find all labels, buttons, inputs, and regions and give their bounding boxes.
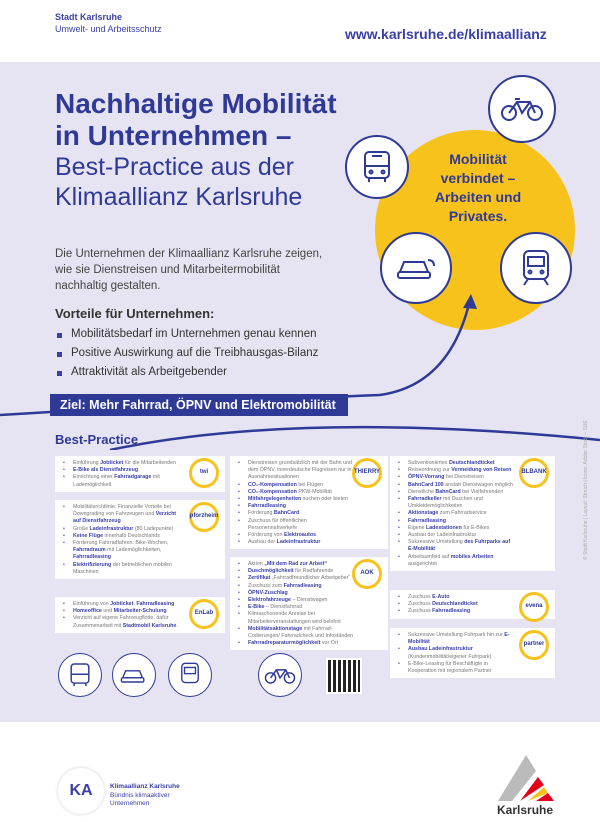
electric-car-icon (112, 653, 156, 697)
card-text: innerhalb Deutschlands (103, 532, 160, 539)
card-text: Sukzessive Umstellung (408, 539, 465, 546)
card-text: Einführung (73, 460, 101, 466)
best-practice-card (230, 557, 388, 650)
highlight-text: Jobticket (100, 460, 124, 466)
card-item (396, 510, 514, 517)
card-item (236, 590, 354, 597)
highlight-text: Ladeinfrastruktur (89, 525, 134, 532)
highlight-text: Verzicht auf Dienstfahrzeug (73, 511, 177, 525)
best-practice-card (390, 628, 555, 678)
card-text: , (133, 601, 137, 607)
card-item (236, 568, 354, 575)
card-text: Zuschuss (408, 601, 433, 608)
card-item (61, 460, 179, 467)
card-item (236, 489, 354, 496)
card-text: Dienstreisen grundsätzlich mit der Bahn und dem ÖPNV, innerdeutsche Flugreisen nur in Ausnahmesituationen (248, 460, 352, 481)
card-text: Zuschuss (408, 594, 433, 600)
website-link[interactable]: www.karlsruhe.de/klimaallianz (345, 26, 547, 42)
best-practice-card (55, 456, 225, 492)
card-text: bei Dienstreisen (444, 474, 484, 481)
highlight-text: ÖPNV-Vorrang (408, 474, 445, 481)
card-text: Zuschuss für öffentlichen Personennahverkehr (248, 517, 307, 531)
highlight-text: E-Bike (248, 604, 265, 611)
growth-curve (0, 290, 600, 450)
card-item (236, 575, 354, 582)
card-item (236, 496, 354, 503)
highlight-text: Fahrradleasing (136, 601, 175, 607)
highlight-text: Keine Flüge (73, 532, 104, 539)
highlight-text: Stadtmobil Karlsruhe (122, 622, 177, 629)
advantages-heading: Vorteile für Unternehmen: (55, 306, 215, 321)
card-text: für Radfahrende (293, 568, 334, 575)
highlight-text: Fahrradleasing (408, 517, 446, 524)
highlight-text: E-Bike als Dienstfahrzeug (73, 467, 139, 474)
advantage-item: Positive Auswirkung auf die Treibhausgas-Bilanz (55, 347, 318, 359)
klimaallianz-logo: KA (58, 768, 104, 814)
company-logo: BLBANK (519, 458, 549, 488)
card-item (236, 597, 354, 604)
card-text: anstatt Dienstwagen möglich (443, 481, 513, 488)
highlight-text: E-Mobilität (408, 632, 510, 646)
card-text: Förderung von (248, 532, 284, 539)
card-item (61, 615, 179, 629)
highlight-text: Duschmöglichkeit (248, 568, 294, 575)
highlight-text: BahnCard (435, 488, 461, 495)
card-text: Verzicht auf eigene Fahrzeugflotte, dafür Zusammenarbeit mit (73, 615, 169, 629)
highlight-text: Fahrradkeller (408, 496, 442, 503)
highlight-text: Ladestationen (425, 524, 462, 531)
card-text: mit Fahrrad-Codierungen/ Fahrradcheck und Infoständen (248, 625, 354, 640)
card-text: Förderung (248, 510, 274, 517)
card-text: Große (73, 525, 90, 532)
company-logo: EnLab (189, 599, 219, 629)
card-item (236, 561, 354, 568)
card-item (396, 661, 514, 675)
highlight-text: E-Auto (432, 594, 450, 600)
card-text: Ausbau der (248, 539, 277, 546)
card-text: bei Flügen (296, 481, 324, 488)
karlsruhe-wordmark: Karlsruhe (497, 803, 554, 817)
card-text: – Dienstwagen (290, 597, 328, 604)
bicycle-icon (488, 75, 556, 143)
card-item (61, 526, 179, 533)
card-item (396, 474, 514, 481)
best-practice-card (230, 456, 388, 549)
highlight-text: Jobticket (110, 601, 134, 607)
card-text: für E-Bikes (461, 524, 490, 531)
card-item (236, 503, 354, 510)
highlight-text: BahnCard (273, 510, 300, 517)
card-text: Zuschuss (408, 608, 433, 615)
card-text: . (176, 622, 178, 629)
card-item (236, 640, 354, 647)
card-item (236, 510, 354, 517)
title-main: Nachhaltige Mobilität in Unternehmen – (55, 88, 337, 151)
image-credit: © Stadt Karlsruhe | Layout: Streich | Icons: Adobe Stock – SUE (583, 420, 589, 560)
card-text: vor Ort (320, 640, 339, 647)
card-item (236, 460, 354, 482)
highlight-text: Ladeinfrastruktur (276, 539, 321, 546)
highlight-text: Fahrradreparaturmöglichkeit (248, 640, 321, 647)
best-practice-heading: Best-Practice (55, 432, 139, 447)
card-item (236, 518, 354, 532)
card-text: suchen oder bieten (301, 496, 348, 503)
highlight-text: Fahrradleasing (283, 582, 322, 589)
org-name: Stadt Karlsruhe (55, 12, 123, 22)
highlight-text: CO₂-Kompensation (248, 488, 297, 495)
card-text: (80 Ladepunkte) (133, 525, 174, 532)
highlight-text: „Mit dem Rad zur Arbeit“ (264, 561, 327, 567)
card-item (236, 611, 354, 625)
card-item (61, 474, 179, 488)
card-text: Mobilitätsrichtlinie: Finanzielle Vorteile bei Downgrading von Fahrzeugen und (73, 504, 171, 518)
card-text: Reiseordnung zur (408, 467, 452, 474)
best-practice-card (55, 597, 225, 633)
slogan: Mobilität verbindet – Arbeiten und Privates. (434, 151, 522, 224)
highlight-text: Mobilitätsaktionstage (248, 625, 303, 632)
company-logo: evena (519, 592, 549, 622)
card-text: mit Lademöglichkeit (73, 474, 160, 488)
highlight-text: Fahrradleasing (73, 554, 111, 561)
highlight-text: Deutschlandticket (448, 460, 495, 466)
goal-banner: Ziel: Mehr Fahrrad, ÖPNV und Elektromobilität (50, 394, 348, 416)
card-item (396, 532, 514, 539)
card-item (396, 489, 514, 496)
klimaallianz-subtitle: Bündnis klimaaktiver Unternehmen (110, 792, 170, 807)
card-item (396, 482, 514, 489)
card-item (61, 601, 179, 608)
card-item (236, 626, 354, 640)
bus-icon (345, 135, 409, 199)
card-item (61, 504, 179, 526)
highlight-text: Vermeidung von Reisen (451, 467, 512, 474)
card-item (236, 532, 354, 539)
card-item (61, 533, 179, 540)
card-text: mit Lademöglichkeiten, (105, 547, 162, 554)
title-sub: Best-Practice aus der Klimaallianz Karlsruhe (55, 153, 303, 211)
card-text: und (101, 608, 114, 615)
card-text: Sukzessive Umstellung Fuhrpark hin zur (408, 632, 505, 638)
highlight-text: BahnCard 100 (408, 481, 444, 488)
card-item (61, 562, 179, 576)
highlight-text: Elektrofahrzeuge (248, 597, 291, 604)
highlight-text: ÖPNV-Zuschlag (248, 589, 288, 596)
card-text: Aktion (248, 561, 265, 567)
card-text: ausgerichtet (408, 560, 437, 567)
train-icon (168, 653, 212, 697)
company-logo: THIERRY (352, 458, 382, 488)
card-item (61, 467, 179, 474)
card-text: Eigene (408, 524, 426, 531)
card-item (396, 496, 514, 510)
card-text: Dienstliche (408, 488, 436, 495)
highlight-text: mobiles Arbeiten (450, 553, 494, 560)
card-text: mit Duschen und Umkleidemöglichkeiten (408, 496, 483, 510)
highlight-text: Fahrradleasing (432, 608, 471, 615)
card-text: Einführung von (73, 601, 111, 607)
card-text: Ausbau der Ladeinfrastruktur (408, 532, 477, 539)
best-practice-card (55, 500, 225, 579)
karlsruhe-logo (498, 755, 558, 803)
card-text: Subventioniertes (408, 460, 449, 466)
card-item (396, 518, 514, 525)
card-text: – Dienstfahrrad (264, 604, 303, 611)
org-department: Umwelt- und Arbeitsschutz (55, 24, 162, 34)
card-item (396, 525, 514, 532)
advantage-item: Attraktivität als Arbeitgebender (55, 366, 318, 378)
card-text: Zuschuss zum (248, 582, 284, 589)
card-item (236, 482, 354, 489)
best-practice-card (390, 590, 555, 619)
best-practice-card (390, 456, 555, 571)
highlight-text: CO₂-Kompensation (248, 481, 297, 488)
card-item (396, 632, 514, 646)
bus-icon (58, 653, 102, 697)
card-item (61, 608, 179, 615)
card-item (396, 646, 514, 660)
card-item (396, 460, 514, 467)
card-item (236, 604, 354, 611)
card-text: Klimaschonende Anreise bei Mitarbeiterveranstaltungen wird belohnt (248, 611, 341, 625)
card-text: zum Fahrradservice (438, 510, 487, 517)
card-text: (Kundenmobilität/eigener Fuhrpark) (408, 653, 492, 660)
card-text: E-Bike-Leasing für Beschäftigte in Kooperation mit regionalem Partner (408, 660, 492, 675)
card-item (396, 554, 514, 568)
advantage-item: Mobilitätsbedarf im Unternehmen genau kennen (55, 328, 318, 340)
card-text: Einrichtung einer (73, 474, 115, 481)
card-item (396, 608, 514, 615)
qr-code[interactable] (328, 660, 360, 692)
highlight-text: Homeoffice (73, 608, 102, 615)
card-item (236, 583, 354, 590)
highlight-text: Fahrradleasing (248, 503, 286, 510)
card-text: für die Mitarbeitenden (123, 460, 177, 466)
company-logo: partner (519, 630, 549, 660)
card-text: Arbeitsumfeld auf (408, 553, 451, 560)
highlight-text: des Fuhrparks auf E-Mobilität (408, 539, 511, 553)
card-text: PKW-Mobilität (296, 488, 332, 495)
company-logo: twi (189, 458, 219, 488)
highlight-text: Mitarbeiter-Schulung (113, 608, 167, 615)
highlight-text: Aktionstage (408, 510, 439, 517)
intro-text: Die Unternehmen der Klimaallianz Karlsruhe zeigen, wie sie Dienstreisen und Mitarbeitermobilität nachhaltig gestalten. (55, 248, 323, 292)
klimaallianz-name: Klimaallianz Karlsruhe (110, 783, 180, 790)
highlight-text: Fahrradgarage (114, 474, 152, 481)
card-item (396, 539, 514, 553)
card-text: Förderung Fahrradfahren: Bike-Wochen, (73, 540, 169, 547)
card-item (236, 539, 354, 546)
card-text: der betrieblichen mobilen Maschinen (73, 561, 172, 575)
highlight-text: Ausbau Ladeinfrastruktur (408, 646, 473, 653)
card-item (396, 594, 514, 601)
highlight-text: Mitfahrgelegenheiten (248, 496, 302, 503)
card-text: „Fahrradfreundlicher Arbeitgeber“ (270, 575, 351, 582)
company-logo: AOK (352, 559, 382, 589)
highlight-text: Elektrifizierung (73, 561, 112, 568)
highlight-text: Fahrradraum (73, 547, 106, 554)
card-item (61, 540, 179, 562)
highlight-text: Zertifikat (248, 575, 271, 582)
company-logo: pforzheim (189, 502, 219, 532)
highlight-text: Elektroautos (283, 532, 317, 539)
bicycle-icon (258, 653, 302, 697)
highlight-text: Deutschlandticket (432, 601, 478, 608)
card-text: bei Vielfahrenden (460, 488, 504, 495)
card-item (396, 601, 514, 608)
